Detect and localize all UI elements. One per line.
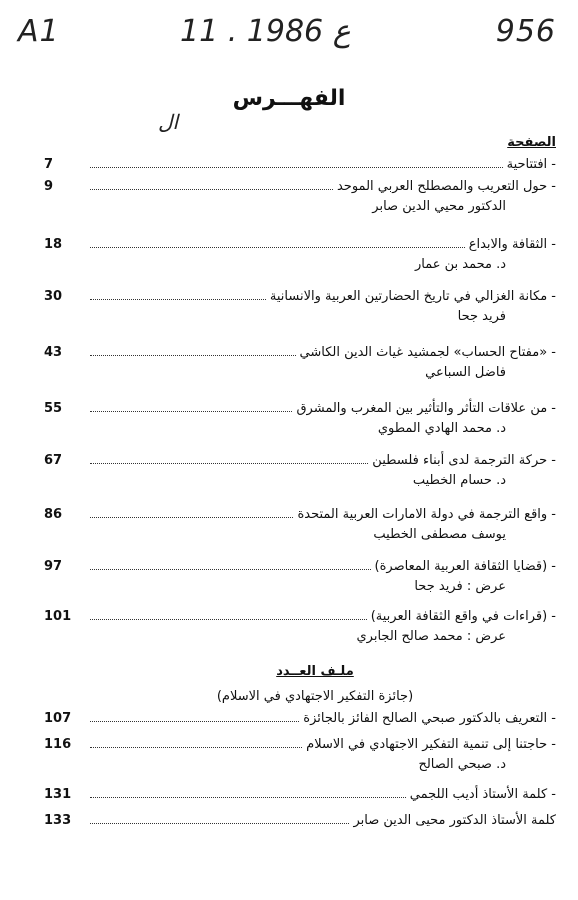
dot-leader (90, 735, 302, 748)
toc-entry (44, 785, 556, 811)
entry-title: - من علاقات التأثر والتأثير بين المغرب والمشرق (296, 401, 556, 416)
page-title: الفهـــرس (232, 86, 346, 111)
dot-leader (90, 177, 333, 190)
entry-page: 7 (44, 157, 54, 172)
toc-entry (44, 735, 556, 785)
dot-leader (90, 607, 367, 620)
entry-title: - حول التعريب والمصطلح العربي الموحد (336, 179, 556, 194)
toc-entry (44, 709, 556, 735)
entry-page: 97 (44, 559, 63, 574)
toc-entry (44, 177, 556, 235)
section-title: ملـف العــدد (276, 664, 354, 679)
toc-entry (44, 155, 556, 177)
toc-entry (44, 235, 556, 287)
entry-title: - التعريف بالدكتور صبحي الصالح الفائز بالجائزة (303, 711, 556, 726)
toc-entry (44, 557, 556, 607)
toc-entry (44, 399, 556, 451)
entry-page: 101 (44, 609, 72, 624)
entry-author: عرض : فريد جحا (414, 579, 506, 594)
entry-page: 67 (44, 453, 63, 468)
dot-leader (90, 399, 292, 412)
handwritten-issue-date: 11 . ع 1986 (180, 14, 351, 49)
entry-author: عرض : محمد صالح الجابري (356, 629, 506, 644)
entry-author: الدكتور محيي الدين صابر (372, 199, 506, 214)
entry-title: - افتتاحية (506, 157, 556, 172)
dot-leader (90, 785, 406, 798)
dot-leader (90, 557, 371, 570)
entry-title: - مكانة الغزالي في تاريخ الحضارتين العربية والانسانية (269, 289, 556, 304)
entry-author: يوسف مصطفى الخطيب (373, 527, 506, 542)
dot-leader (90, 709, 299, 722)
table-of-contents (44, 155, 556, 837)
entry-author: فاضل السباعي (425, 365, 506, 380)
entry-author: د. صبحي الصالح (418, 757, 506, 772)
handwritten-code: A1 (18, 14, 60, 49)
page-column-label: الصفحة (507, 135, 556, 150)
entry-author: فريد جحا (457, 309, 506, 324)
dot-leader (90, 505, 293, 518)
entry-title: كلمة الأستاذ الدكتور محيى الدين صابر (353, 813, 556, 828)
entry-page: 131 (44, 787, 72, 802)
handwritten-mark: ال (158, 110, 179, 134)
entry-title: - كلمة الأستاذ أديب اللجمي (409, 787, 556, 802)
entry-page: 55 (44, 401, 63, 416)
toc-entry (44, 343, 556, 399)
entry-title: - «مفتاح الحساب» لجمشيد غياث الدين الكاشي (299, 345, 556, 360)
entry-author: د. محمد الهادي المطوي (377, 421, 506, 436)
entry-page: 86 (44, 507, 63, 522)
dot-leader (90, 811, 349, 824)
entry-title: - (قراءات في واقع الثقافة العربية) (370, 609, 556, 624)
dot-leader (90, 287, 266, 300)
entry-author: د. محمد بن عمار (414, 257, 506, 272)
section-subtitle: (جائزة التفكير الاجتهادي في الاسلام) (216, 689, 414, 704)
entry-page: 133 (44, 813, 72, 828)
entry-page: 18 (44, 237, 63, 252)
dot-leader (90, 343, 296, 356)
handwritten-number: 956 (495, 14, 556, 49)
entry-page: 107 (44, 711, 72, 726)
toc-entry (44, 505, 556, 557)
entry-page: 43 (44, 345, 63, 360)
entry-title: - الثقافة والابداع (468, 237, 556, 252)
entry-page: 9 (44, 179, 54, 194)
toc-entry (44, 287, 556, 343)
dot-leader (90, 451, 368, 464)
entry-title: - حاجتنا إلى تنمية التفكير الاجتهادي في الاسلام (306, 737, 556, 752)
entry-page: 116 (44, 737, 72, 752)
dot-leader (90, 235, 465, 248)
entry-title: - حركة الترجمة لدى أبناء فلسطين (372, 453, 556, 468)
toc-entry (44, 607, 556, 659)
entry-page: 30 (44, 289, 63, 304)
toc-entry (44, 451, 556, 505)
entry-title: - (قضايا الثقافة العربية المعاصرة) (374, 559, 556, 574)
dot-leader (90, 155, 503, 168)
entry-title: - واقع الترجمة في دولة الامارات العربية المتحدة (297, 507, 556, 522)
toc-entry (44, 811, 556, 837)
entry-author: د. حسام الخطيب (412, 473, 506, 488)
